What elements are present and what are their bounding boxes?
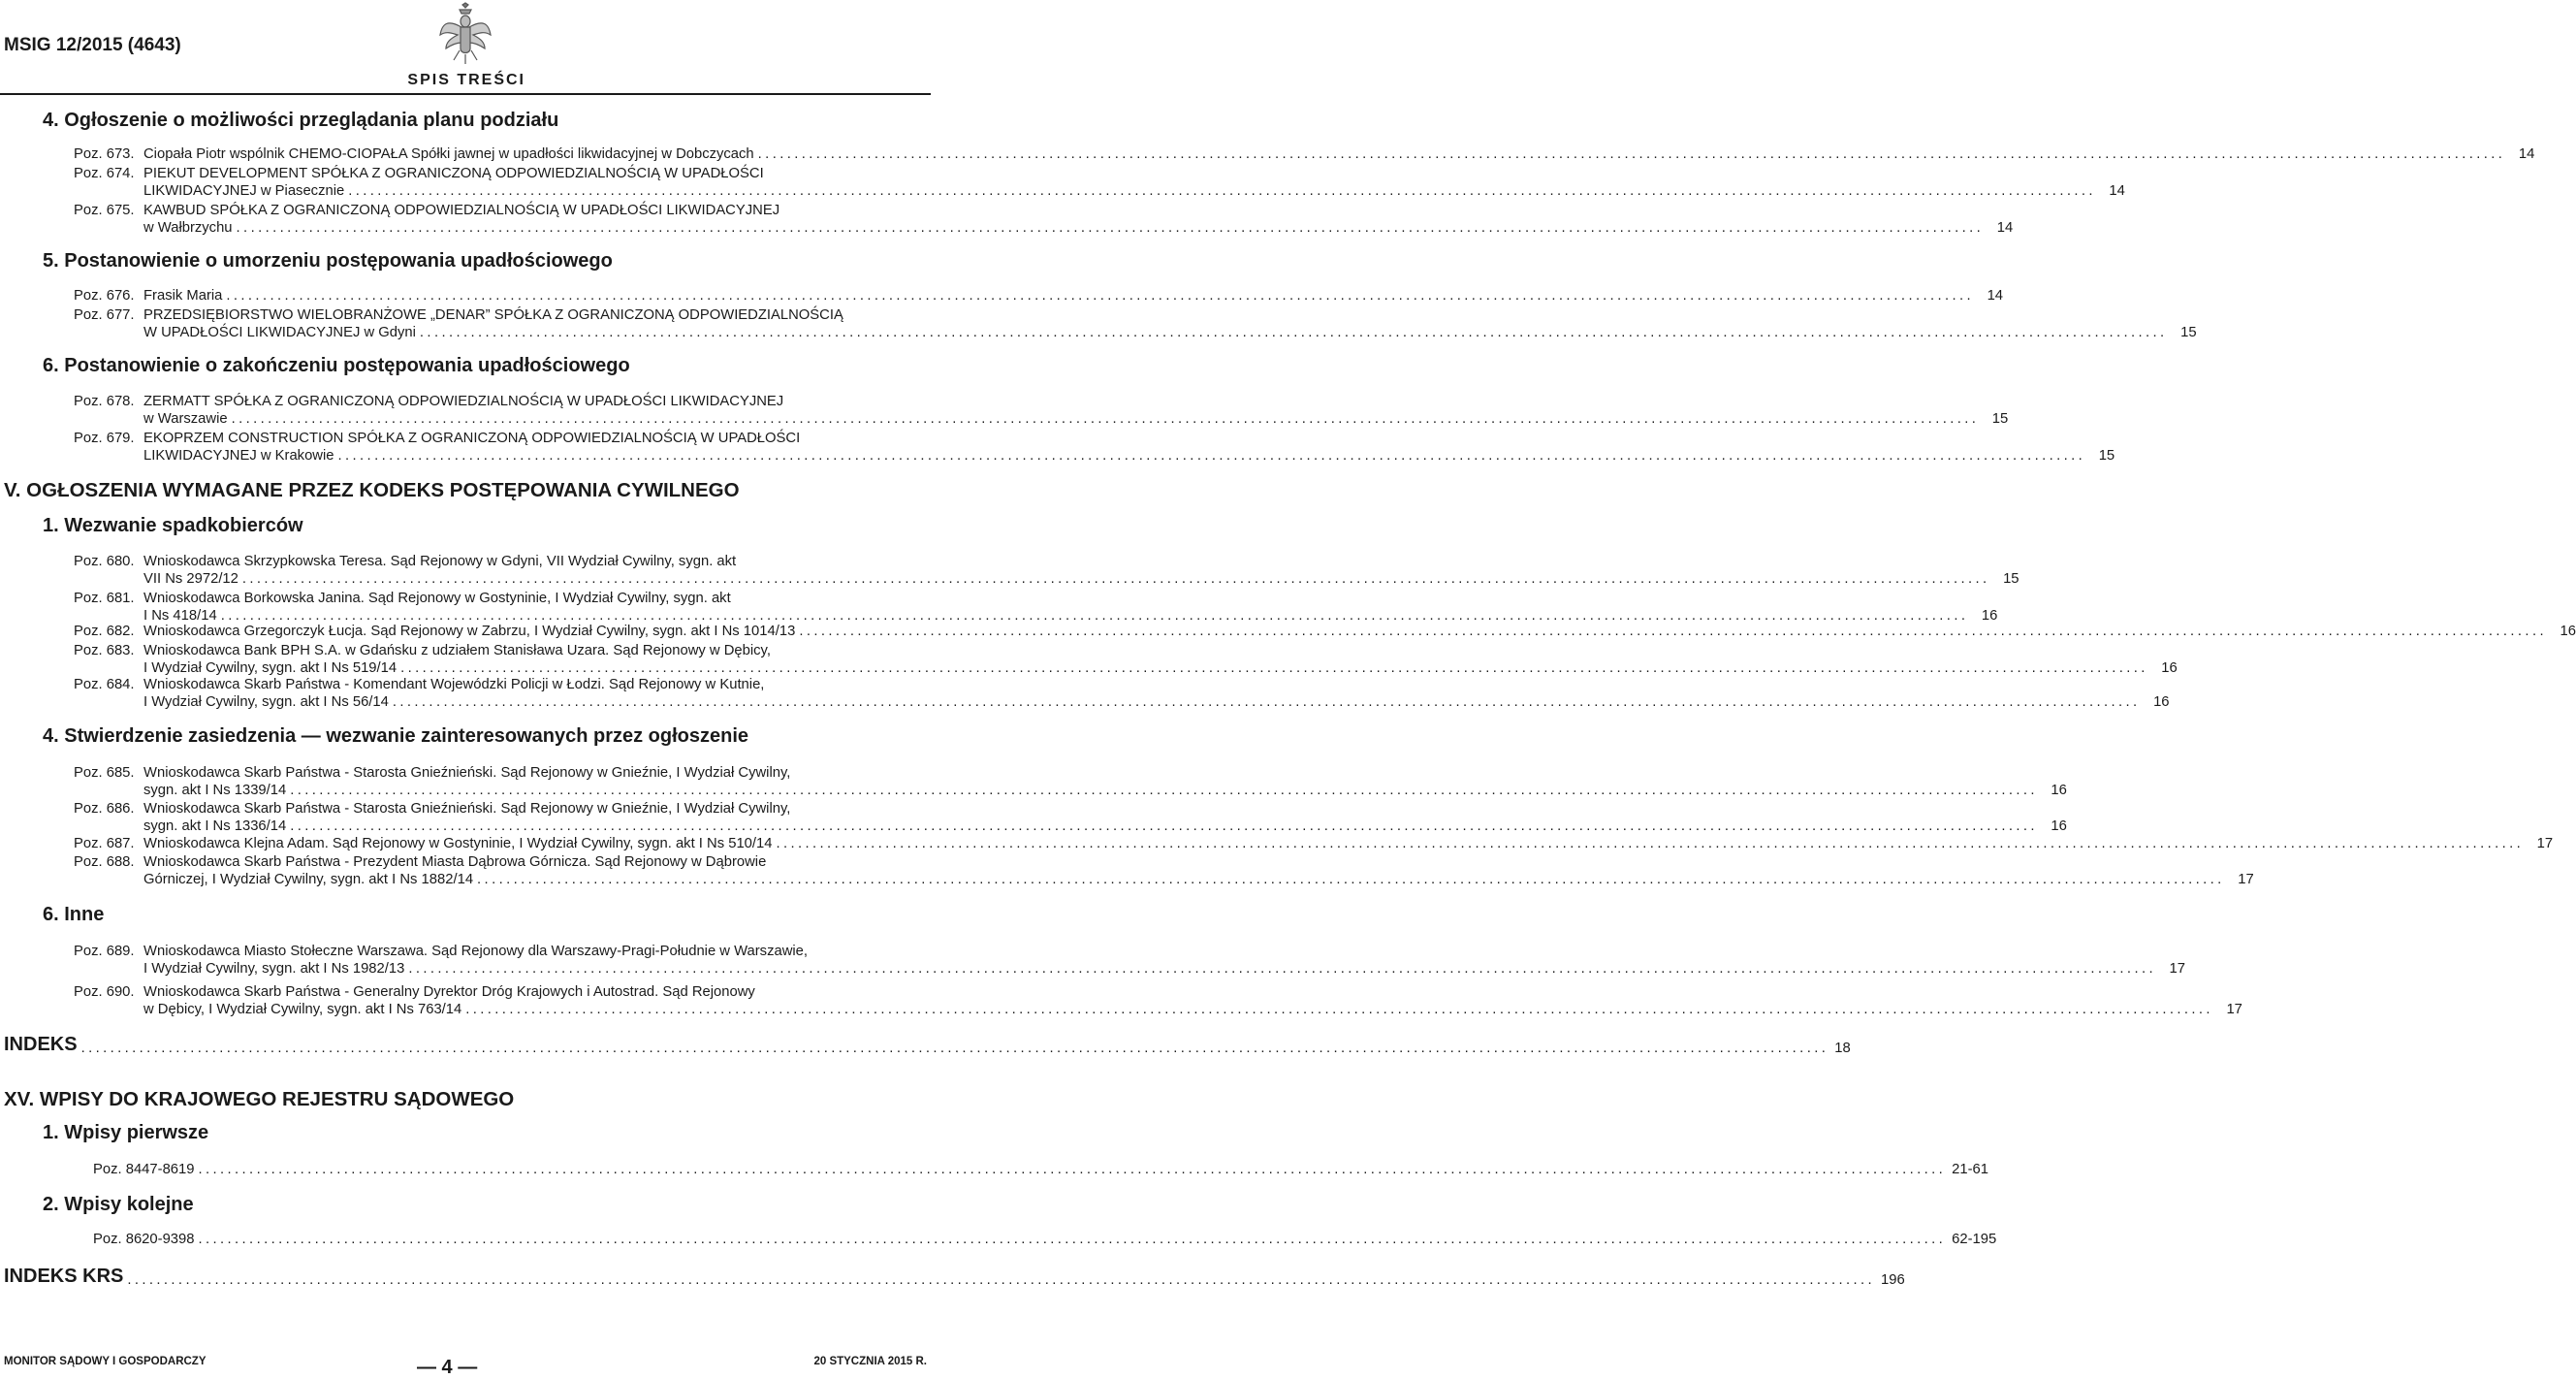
entry-page: 16 xyxy=(2051,818,2067,834)
leader-dots: ................................................................................................................................................................................................................................................ xyxy=(337,447,2086,464)
leader-dots: ................................................................................................................................................................................................................................................ xyxy=(198,1232,1947,1247)
entry-text: w Warszawie xyxy=(143,410,228,427)
entry-page: 15 xyxy=(2098,447,2115,464)
entry-text: w Dębicy, I Wydział Cywilny, sygn. akt I Ns 763/14 xyxy=(143,1001,462,1017)
entry-page: 21-61 xyxy=(1952,1162,1988,1177)
section-title-5: 5. Postanowienie o umorzeniu postępowania upadłościowego xyxy=(43,250,613,272)
entry-page: 15 xyxy=(2003,570,2019,587)
entry-number: Poz. 679. xyxy=(74,431,135,446)
entry-text: Wnioskodawca Grzegorczyk Łucja. Sąd Rejonowy w Zabrzu, I Wydział Cywilny, sygn. akt I Ns 1014/13 xyxy=(143,624,796,639)
entry-text: I Wydział Cywilny, sygn. akt I Ns 1982/13 xyxy=(143,960,405,977)
entry-text: LIKWIDACYJNEJ w Krakowie xyxy=(143,447,334,464)
toc-entry-wpisy-pierwsze[interactable] xyxy=(93,1162,1988,1177)
leader-dots: ................................................................................................................................................................................................................................................ xyxy=(80,1041,1829,1056)
entry-page: 16 xyxy=(2153,693,2170,710)
entry-text: Poz. 8620-9398 xyxy=(93,1232,195,1247)
entry-page: 14 xyxy=(2518,146,2535,162)
entry-text: Wnioskodawca Skrzypkowska Teresa. Sąd Rejonowy w Gdyni, VII Wydział Cywilny, sygn. akt xyxy=(143,554,737,569)
leader-dots: ................................................................................................................................................................................................................................................ xyxy=(226,288,1975,304)
leader-dots: ................................................................................................................................................................................................................................................ xyxy=(127,1272,1876,1288)
indeks-page: 18 xyxy=(1834,1041,1851,1056)
entry-number: Poz. 680. xyxy=(74,554,135,569)
polish-eagle-emblem-icon xyxy=(438,2,493,66)
header-divider xyxy=(0,93,931,95)
entry-page: 17 xyxy=(2226,1001,2242,1017)
entry-text: KAWBUD SPÓŁKA Z OGRANICZONĄ ODPOWIEDZIALNOŚCIĄ W UPADŁOŚCI LIKWIDACYJNEJ xyxy=(143,203,780,218)
leader-dots: ................................................................................................................................................................................................................................................ xyxy=(465,1001,2213,1017)
entry-text: W UPADŁOŚCI LIKWIDACYJNEJ w Gdyni xyxy=(143,324,416,340)
section-header: SPIS TREŚCI xyxy=(407,72,525,88)
entry-text: Wnioskodawca Klejna Adam. Sąd Rejonowy w Gostyninie, I Wydział Cywilny, sygn. akt I Ns 510/14 xyxy=(143,836,773,851)
entry-number: Poz. 685. xyxy=(74,765,135,781)
entry-page: 62-195 xyxy=(1952,1232,1997,1247)
leader-dots: ................................................................................................................................................................................................................................................ xyxy=(236,219,1985,236)
entry-text: LIKWIDACYJNEJ w Piasecznie xyxy=(143,182,345,199)
entry-text: Wnioskodawca Skarb Państwa - Prezydent Miasta Dąbrowa Górnicza. Sąd Rejonowy w Dąbrowie xyxy=(143,854,767,870)
entry-page: 17 xyxy=(2238,871,2254,887)
indeks-krs-page: 196 xyxy=(1881,1272,1905,1288)
entry-text: PIEKUT DEVELOPMENT SPÓŁKA Z OGRANICZONĄ ODPOWIEDZIALNOŚCIĄ W UPADŁOŚCI xyxy=(143,166,764,181)
entry-text: VII Ns 2972/12 xyxy=(143,570,239,587)
toc-entry-indeks-krs[interactable] xyxy=(4,1266,1905,1288)
subsection-title-xv2: 2. Wpisy kolejne xyxy=(43,1194,194,1215)
entry-number: Poz. 677. xyxy=(74,307,135,323)
entry-text: Wnioskodawca Skarb Państwa - Generalny Dyrektor Dróg Krajowych i Autostrad. Sąd Rejonowy xyxy=(143,984,755,1000)
leader-dots: ................................................................................................................................................................................................................................................ xyxy=(220,607,1969,624)
entry-number: Poz. 683. xyxy=(74,643,135,658)
entry-text: Wnioskodawca Borkowska Janina. Sąd Rejonowy w Gostyninie, I Wydział Cywilny, sygn. akt xyxy=(143,591,731,606)
entry-number: Poz. 678. xyxy=(74,394,135,409)
indeks-label: INDEKS xyxy=(4,1034,78,1055)
entry-text: I Wydział Cywilny, sygn. akt I Ns 56/14 xyxy=(143,693,389,710)
leader-dots: ................................................................................................................................................................................................................................................ xyxy=(290,782,2038,798)
entry-text: ZERMATT SPÓŁKA Z OGRANICZONĄ ODPOWIEDZIALNOŚCIĄ W UPADŁOŚCI LIKWIDACYJNEJ xyxy=(143,394,784,409)
subsection-title-v6: 6. Inne xyxy=(43,904,105,925)
leader-dots: ................................................................................................................................................................................................................................................ xyxy=(290,818,2038,834)
entry-text: sygn. akt I Ns 1336/14 xyxy=(143,818,287,834)
entry-text: Wnioskodawca Skarb Państwa - Komendant Wojewódzki Policji w Łodzi. Sąd Rejonowy w Kutnie, xyxy=(143,677,765,692)
entry-text: I Ns 418/14 xyxy=(143,607,217,624)
leader-dots: ................................................................................................................................................................................................................................................ xyxy=(799,624,2547,639)
entry-number: Poz. 687. xyxy=(74,836,135,851)
leader-dots: ................................................................................................................................................................................................................................................ xyxy=(776,836,2525,851)
leader-dots: ................................................................................................................................................................................................................................................ xyxy=(241,570,1990,587)
entry-text: w Wałbrzychu xyxy=(143,219,233,236)
indeks-krs-label: INDEKS KRS xyxy=(4,1266,124,1287)
entry-page: 16 xyxy=(2560,624,2576,639)
entry-number: Poz. 681. xyxy=(74,591,135,606)
entry-text: Ciopała Piotr wspólnik CHEMO-CIOPAŁA Spółki jawnej w upadłości likwidacyjnej w Dobczycach xyxy=(143,146,754,162)
leader-dots: ................................................................................................................................................................................................................................................ xyxy=(408,960,2156,977)
subsection-title-v4: 4. Stwierdzenie zasiedzenia — wezwanie zainteresowanych przez ogłoszenie xyxy=(43,725,749,747)
entry-number: Poz. 682. xyxy=(74,624,135,639)
entry-text: Górniczej, I Wydział Cywilny, sygn. akt I Ns 1882/14 xyxy=(143,871,474,887)
section-title-4: 4. Ogłoszenie o możliwości przeglądania planu podziału xyxy=(43,110,559,131)
publication-title: MSIG 12/2015 (4643) xyxy=(4,35,181,55)
entry-number: Poz. 675. xyxy=(74,203,135,218)
entry-text: Wnioskodawca Skarb Państwa - Starosta Gnieźnieński. Sąd Rejonowy w Gnieźnie, I Wydział Cywilny, xyxy=(143,801,791,817)
toc-entry-indeks[interactable] xyxy=(4,1034,1851,1056)
entry-text: Wnioskodawca Bank BPH S.A. w Gdańsku z udziałem Stanisława Uzara. Sąd Rejonowy w Dębicy, xyxy=(143,643,771,658)
part-title-xv: XV. WPISY DO KRAJOWEGO REJESTRU SĄDOWEGO xyxy=(4,1088,515,1110)
entry-text: Poz. 8447-8619 xyxy=(93,1162,195,1177)
entry-page: 15 xyxy=(1991,410,2009,427)
entry-number: Poz. 686. xyxy=(74,801,135,817)
entry-page: 14 xyxy=(2109,182,2125,199)
leader-dots: ................................................................................................................................................................................................................................................ xyxy=(231,410,1980,427)
entry-number: Poz. 690. xyxy=(74,984,135,1000)
footer-date: 20 STYCZNIA 2015 R. xyxy=(813,1356,927,1367)
entry-number: Poz. 673. xyxy=(74,146,135,162)
leader-dots: ................................................................................................................................................................................................................................................ xyxy=(757,146,2506,162)
entry-page: 14 xyxy=(1996,219,2014,236)
toc-entry-wpisy-kolejne[interactable] xyxy=(93,1232,1997,1247)
entry-number: Poz. 689. xyxy=(74,944,135,959)
entry-page: 16 xyxy=(2051,782,2067,798)
entry-page: 16 xyxy=(2161,659,2178,676)
leader-dots: ................................................................................................................................................................................................................................................ xyxy=(400,659,2148,676)
leader-dots: ................................................................................................................................................................................................................................................ xyxy=(348,182,2096,199)
subsection-title-v1: 1. Wezwanie spadkobierców xyxy=(43,515,303,536)
entry-page: 14 xyxy=(1987,288,2004,304)
entry-text: EKOPRZEM CONSTRUCTION SPÓŁKA Z OGRANICZONĄ ODPOWIEDZIALNOŚCIĄ W UPADŁOŚCI xyxy=(143,431,801,446)
entry-number: Poz. 674. xyxy=(74,166,135,181)
entry-number: Poz. 688. xyxy=(74,854,135,870)
subsection-title-xv1: 1. Wpisy pierwsze xyxy=(43,1122,209,1143)
entry-text: Wnioskodawca Skarb Państwa - Starosta Gnieźnieński. Sąd Rejonowy w Gnieźnie, I Wydział Cywilny, xyxy=(143,765,791,781)
entry-page: 16 xyxy=(1981,607,1998,624)
entry-text: sygn. akt I Ns 1339/14 xyxy=(143,782,287,798)
entry-page: 15 xyxy=(2180,324,2197,340)
leader-dots: ................................................................................................................................................................................................................................................ xyxy=(392,693,2141,710)
entry-text: Frasik Maria xyxy=(143,288,223,304)
footer-page-number: — 4 — xyxy=(417,1357,478,1378)
entry-text: PRZEDSIĘBIORSTWO WIELOBRANŻOWE „DENAR” SPÓŁKA Z OGRANICZONĄ ODPOWIEDZIALNOŚCIĄ xyxy=(143,307,843,323)
entry-number: Poz. 676. xyxy=(74,288,135,304)
entry-text: I Wydział Cywilny, sygn. akt I Ns 519/14 xyxy=(143,659,398,676)
footer-publication: MONITOR SĄDOWY I GOSPODARCZY xyxy=(4,1356,207,1367)
entry-text: Wnioskodawca Miasto Stołeczne Warszawa. Sąd Rejonowy dla Warszawy-Pragi-Południe w Warszawie, xyxy=(143,944,809,959)
entry-page: 17 xyxy=(2169,960,2185,977)
leader-dots: ................................................................................................................................................................................................................................................ xyxy=(477,871,2225,887)
entry-number: Poz. 684. xyxy=(74,677,135,692)
section-title-6: 6. Postanowienie o zakończeniu postępowania upadłościowego xyxy=(43,355,630,376)
part-title-v: V. OGŁOSZENIA WYMAGANE PRZEZ KODEKS POSTĘPOWANIA CYWILNEGO xyxy=(4,479,740,501)
leader-dots: ................................................................................................................................................................................................................................................ xyxy=(198,1162,1947,1177)
leader-dots: ................................................................................................................................................................................................................................................ xyxy=(419,324,2168,340)
entry-page: 17 xyxy=(2536,836,2554,851)
